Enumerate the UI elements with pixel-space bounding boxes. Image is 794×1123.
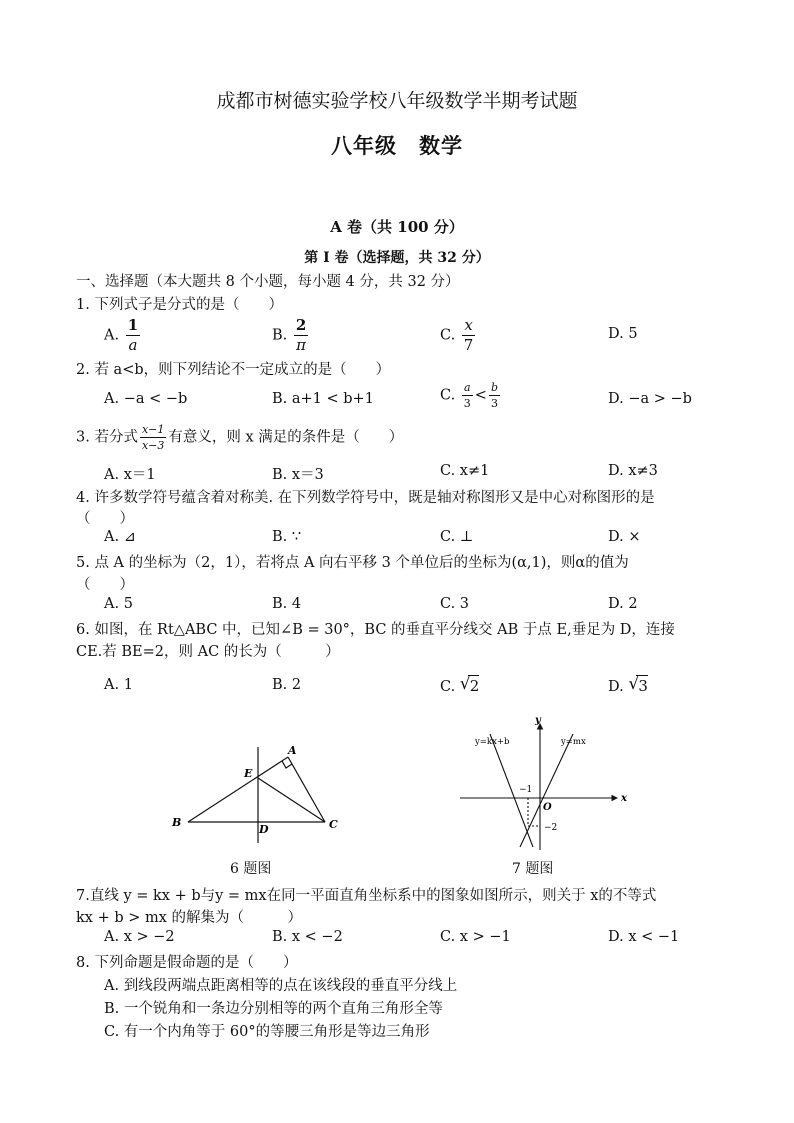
q5-option-d: D. 2 <box>608 596 638 612</box>
fig6-label-a: A <box>288 744 297 757</box>
q3-option-d: D. x≠3 <box>608 463 658 479</box>
school-title: 成都市树德实验学校八年级数学半期考试题 <box>216 90 578 112</box>
sqrt-2: √ 2 <box>459 674 480 695</box>
q3-option-a: A. x＝1 <box>104 467 156 483</box>
q5-option-b: B. 4 <box>272 596 302 612</box>
q8-option-c: C. 有一个内角等于 60°的等腰三角形是等边三角形 <box>104 1024 430 1040</box>
fig7-tick-y: −2 <box>544 823 558 833</box>
fig6-label-e: E <box>244 767 253 780</box>
q1-option-c: C. $\frac{x}{7}$ <box>440 316 474 354</box>
q2-stem: 2. 若 a<b，则下列结论不一定成立的是（ ） <box>76 362 391 378</box>
fig7-tick-x: −1 <box>519 785 533 795</box>
q2-option-b: B. a+1 < b+1 <box>272 391 374 407</box>
q4-stem-line2: （ ） <box>76 511 134 527</box>
q2-option-a: A. −a < −b <box>104 391 188 407</box>
fig7-line1-label: y=kx+b <box>475 737 510 747</box>
q7-option-a: A. x > −2 <box>104 929 175 945</box>
q7-option-b: B. x < −2 <box>272 929 343 945</box>
q1-stem: 1. 下列式子是分式的是（ ） <box>76 297 283 313</box>
q4-option-a: A. ⊿ <box>104 529 136 545</box>
q5-option-c: C. 3 <box>440 596 470 612</box>
q4-option-d: D. × <box>608 529 641 545</box>
fig7-axis-x: x <box>621 793 627 804</box>
fig7-origin: O <box>543 802 552 813</box>
q3-stem: 3. 若分式 $\frac{x-1}{x-3}$ 有意义，则 x 满足的条件是（ ） <box>76 423 404 452</box>
q7-option-d: D. x < −1 <box>608 929 680 945</box>
q3-option-b: B. x＝3 <box>272 467 324 483</box>
q6-stem-line1: 6. 如图，在 Rt△ABC 中，已知∠B = 30°，BC 的垂直平分线交 AB 于点 E,垂足为 D，连接 <box>76 622 675 638</box>
fig7-caption: 7 题图 <box>512 861 554 877</box>
figure-7-graph <box>455 712 630 852</box>
q4-stem-line1: 4. 许多数学符号蕴含着对称美. 在下列数学符号中，既是轴对称图形又是中心对称图形的是 <box>76 490 655 506</box>
q1-option-d: D. 5 <box>608 326 638 342</box>
fig6-label-c: C <box>329 818 338 831</box>
q1-option-a: A. $\frac{1}{a}$ <box>104 316 139 354</box>
fig6-caption: 6 题图 <box>230 861 272 877</box>
figure-6-triangle <box>160 735 360 850</box>
instructions: 一、选择题（本大题共 8 个小题，每小题 4 分，共 32 分） <box>76 274 460 290</box>
fig6-label-d: D <box>259 823 269 836</box>
q8-stem: 8. 下列命题是假命题的是（ ） <box>76 955 298 971</box>
q5-stem-line1: 5. 点 A 的坐标为（2，1），若将点 A 向右平移 3 个单位后的坐标为(α,1)，则α的值为 <box>76 555 629 571</box>
part1-title: 第 I 卷（选择题，共 32 分） <box>304 250 490 266</box>
q6-option-c: C. √ 2 <box>440 674 480 695</box>
subject-title: 八年级 数学 <box>331 133 463 158</box>
q7-option-c: C. x > −1 <box>440 929 511 945</box>
fig7-line2-label: y=mx <box>561 737 586 747</box>
q7-stem-line2: kx + b > mx 的解集为（ ） <box>76 910 303 926</box>
q8-option-b: B. 一个锐角和一条边分别相等的两个直角三角形全等 <box>104 1001 443 1017</box>
fig7-axis-y: y <box>535 715 541 726</box>
q5-option-a: A. 5 <box>104 596 133 612</box>
q4-option-c: C. ⊥ <box>440 529 474 545</box>
q4-option-b: B. ∵ <box>272 529 302 545</box>
q6-option-b: B. 2 <box>272 677 302 693</box>
sqrt-3: √ 3 <box>628 674 648 695</box>
q6-option-a: A. 1 <box>104 677 133 693</box>
fig6-label-b: B <box>172 816 182 829</box>
q6-option-d: D. √ 3 <box>608 674 648 695</box>
q3-option-c: C. x≠1 <box>440 463 490 479</box>
q7-stem-line1: 7.直线 y = kx + b与y = mx在同一平面直角坐标系中的图象如图所示，则关于 x的不等式 <box>76 888 657 904</box>
q6-stem-line2: CE.若 BE=2，则 AC 的长为（ ） <box>76 644 340 660</box>
q2-option-c: C. $\frac{a}{3}$ < $\frac{b}{3}$ <box>440 381 498 410</box>
q5-stem-line2: （ ） <box>76 577 134 593</box>
section-a-title: A 卷（共 100 分） <box>330 218 464 236</box>
q8-option-a: A. 到线段两端点距离相等的点在该线段的垂直平分线上 <box>104 978 458 994</box>
q1-option-b: B. $\frac{2}{\pi}$ <box>272 316 307 354</box>
q2-option-d: D. −a > −b <box>608 391 692 407</box>
